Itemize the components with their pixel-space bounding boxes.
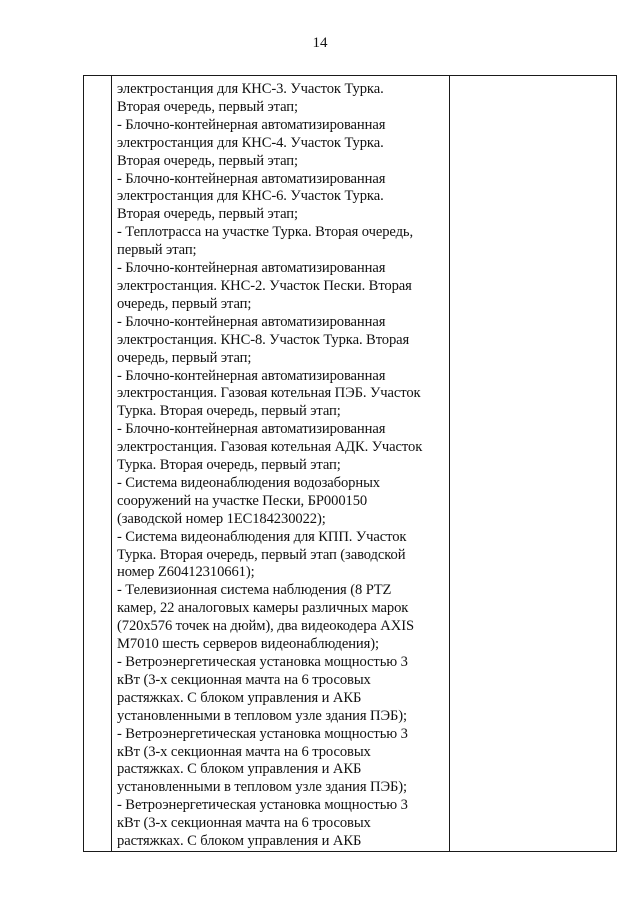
text-line: установленными в тепловом узле здания ПЭБ);: [117, 779, 407, 796]
notes-cell: [450, 76, 617, 852]
text-line: (720x576 точек на дюйм), два видеокодера AXIS: [117, 618, 414, 635]
text-line: - Система видеонаблюдения для КПП. Участок: [117, 528, 407, 545]
text-line: электростанция для КНС-3. Участок Турка.: [117, 81, 384, 97]
text-line: - Телевизионная система наблюдения (8 PTZ: [117, 582, 392, 599]
text-line: - Ветроэнергетическая установка мощностью 3: [117, 654, 408, 670]
text-line: кВт (3-х секционная мачта на 6 тросовых: [117, 743, 371, 760]
text-line: Турка. Вторая очередь, первый этап;: [117, 403, 341, 420]
text-line: Вторая очередь, первый этап;: [117, 152, 298, 169]
text-line: - Блочно-контейнерная автоматизированная: [117, 313, 386, 330]
text-line: установленными в тепловом узле здания ПЭБ);: [117, 707, 407, 724]
text-line: - Блочно-контейнерная автоматизированная: [117, 170, 386, 187]
text-line: - Теплотрасса на участке Турка. Вторая очередь,: [117, 224, 414, 241]
table-row: [84, 76, 617, 852]
text-line: электростанция для КНС-4. Участок Турка.: [117, 134, 384, 151]
text-line: первый этап;: [117, 242, 197, 259]
text-line: растяжках. С блоком управления и АКБ: [117, 689, 362, 706]
text-line: Вторая очередь, первый этап;: [117, 98, 298, 115]
text-line: Вторая очередь, первый этап;: [117, 206, 298, 223]
text-line: очередь, первый этап;: [117, 349, 252, 366]
description-cell: [112, 76, 450, 852]
text-line: Турка. Вторая очередь, первый этап;: [117, 457, 341, 474]
text-line: сооружений на участке Пески, БР000150: [117, 492, 368, 509]
text-line: камер, 22 аналоговых камеры различных марок: [117, 600, 409, 617]
index-cell: [84, 76, 112, 852]
text-line: - Блочно-контейнерная автоматизированная: [117, 421, 386, 438]
text-line: - Блочно-контейнерная автоматизированная: [117, 116, 386, 133]
text-line: - Система видеонаблюдения водозаборных: [117, 474, 380, 491]
text-line: электростанция. КНС-8. Участок Турка. Вторая: [117, 331, 410, 348]
text-line: Турка. Вторая очередь, первый этап (заводской: [117, 546, 406, 563]
text-line: кВт (3-х секционная мачта на 6 тросовых: [117, 671, 371, 688]
text-line: электростанция для КНС-6. Участок Турка.: [117, 188, 384, 205]
document-table: [83, 75, 617, 852]
description-text: [112, 76, 449, 851]
text-line: - Ветроэнергетическая установка мощностью 3: [117, 797, 408, 814]
text-line: - Блочно-контейнерная автоматизированная: [117, 367, 386, 384]
text-line: - Ветроэнергетическая установка мощностью 3: [117, 725, 408, 742]
text-line: - Блочно-контейнерная автоматизированная: [117, 260, 386, 277]
text-line: электростанция. Газовая котельная АДК. Участок: [117, 439, 423, 456]
text-line: электростанция. Газовая котельная ПЭБ. Участок: [117, 385, 421, 402]
text-line: растяжках. С блоком управления и АКБ: [117, 833, 362, 850]
text-line: (заводской номер 1ЕС184230022);: [117, 510, 326, 527]
text-line: номер Z60412310661);: [117, 564, 255, 581]
text-line: очередь, первый этап;: [117, 295, 252, 312]
text-line: M7010 шесть серверов видеонаблюдения);: [117, 636, 379, 653]
text-line: растяжках. С блоком управления и АКБ: [117, 761, 362, 778]
page-number: 14: [312, 35, 328, 51]
text-line: электростанция. КНС-2. Участок Пески. Вторая: [117, 277, 412, 294]
text-line: кВт (3-х секционная мачта на 6 тросовых: [117, 815, 371, 832]
